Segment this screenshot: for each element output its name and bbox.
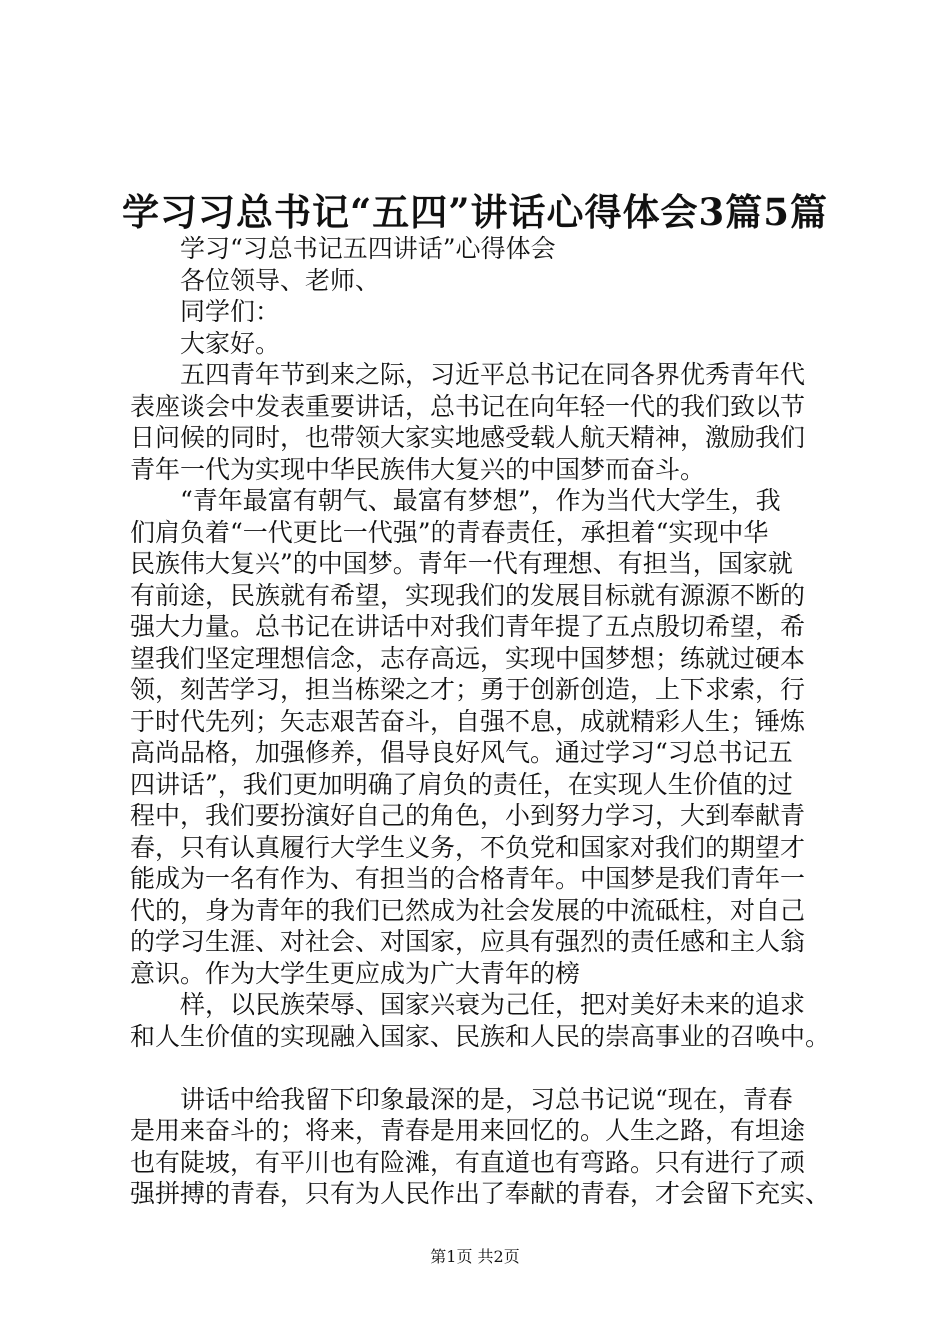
paragraph-line: 望我们坚定理想信念，志存高远，实现中国梦想；练就过硬本 xyxy=(130,643,806,673)
paragraph-line: 意识。作为大学生更应成为广大青年的榜 xyxy=(130,958,581,988)
paragraph-line: 代的，身为青年的我们已然成为社会发展的中流砥柱，对自己 xyxy=(130,895,806,925)
document-subtitle: 学习“习总书记五四讲话”心得体会 xyxy=(180,234,556,263)
paragraph-line: 能成为一名有作为、有担当的合格青年。中国梦是我们青年一 xyxy=(130,864,806,893)
salutation-line: 各位领导、老师、 xyxy=(180,265,381,295)
paragraph-line: 日问候的同时，也带领大家实地感受载人航天精神，激励我们 xyxy=(130,423,806,452)
paragraph-line: 青年一代为实现中华民族伟大复兴的中国梦而奋斗。 xyxy=(130,454,706,484)
greeting-line: 大家好。 xyxy=(180,328,281,358)
paragraph-line: 民族伟大复兴”的中国梦。青年一代有理想、有担当，国家就 xyxy=(130,549,793,578)
paragraph-line: 强大力量。总书记在讲话中对我们青年提了五点殷切希望，希 xyxy=(130,612,806,641)
paragraph-line: 五四青年节到来之际，习近平总书记在同各界优秀青年代 xyxy=(180,360,806,389)
paragraph-line: 有前途，民族就有希望，实现我们的发展目标就有源源不断的 xyxy=(130,580,806,610)
paragraph-line: 领，刻苦学习，担当栋梁之才；勇于创新创造，上下求索，行 xyxy=(130,675,806,704)
paragraph-line: 样，以民族荣辱、国家兴衰为己任，把对美好未来的追求 xyxy=(180,990,806,1019)
paragraph-line: “青年最富有朝气、最富有梦想”，作为当代大学生，我 xyxy=(180,486,781,515)
paragraph-line: 是用来奋斗的；将来，青春是用来回忆的。人生之路，有坦途 xyxy=(130,1116,806,1145)
paragraph-line: 讲话中给我留下印象最深的是，习总书记说“现在，青春 xyxy=(180,1084,793,1114)
paragraph-line: 于时代先列；矢志艰苦奋斗，自强不息，成就精彩人生；锤炼 xyxy=(130,706,806,736)
salutation-line: 同学们： xyxy=(180,297,281,326)
paragraph-line: 高尚品格，加强修养，倡导良好风气。通过学习“习总书记五 xyxy=(130,738,793,767)
paragraph-line: 和人生价值的实现融入国家、民族和人民的崇高事业的召唤中。 xyxy=(130,1021,831,1051)
paragraph-line: 程中，我们要扮演好自己的角色，小到努力学习，大到奉献青 xyxy=(130,801,806,830)
paragraph-line: 春，只有认真履行大学生义务，不负党和国家对我们的期望才 xyxy=(130,832,806,862)
paragraph-line: 强拼搏的青春，只有为人民作出了奉献的青春，才会留下充实、 xyxy=(130,1179,831,1208)
paragraph-line: 也有陡坡，有平川也有险滩，有直道也有弯路。只有进行了顽 xyxy=(130,1147,806,1177)
paragraph-line: 四讲话”，我们更加明确了肩负的责任，在实现人生价值的过 xyxy=(130,769,793,799)
document-body xyxy=(130,233,845,1210)
paragraph-line: 的学习生涯、对社会、对国家，应具有强烈的责任感和主人翁 xyxy=(130,927,806,956)
document-title: 学习习总书记“五四”讲话心得体会3篇5篇 xyxy=(121,190,829,234)
page-footer: 第1页 共2页 xyxy=(430,1247,520,1266)
paragraph-line: 们肩负着“一代更比一代强”的青春责任，承担着“实现中华 xyxy=(130,517,769,547)
paragraph-gap xyxy=(130,1052,845,1084)
paragraph-line: 表座谈会中发表重要讲话，总书记在向年轻一代的我们致以节 xyxy=(130,391,806,421)
